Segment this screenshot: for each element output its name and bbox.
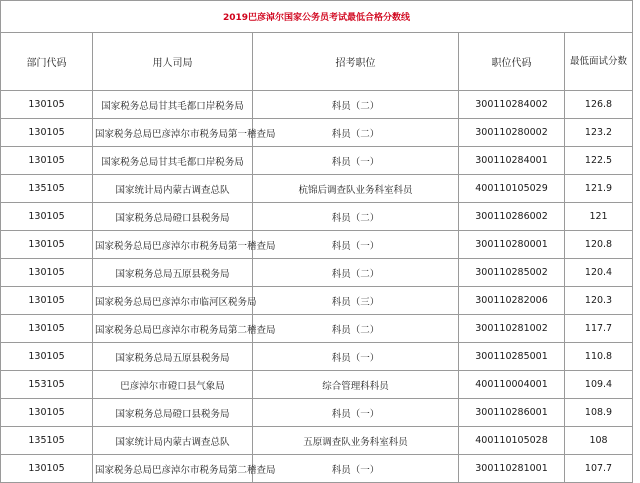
cell-agency: 国家统计局内蒙古调查总队: [93, 175, 253, 203]
cell-min-score: 108.9: [565, 399, 633, 427]
cell-position-code: 300110282006: [459, 287, 565, 315]
cell-position: 科员（二）: [253, 91, 459, 119]
cell-position: 科员（一）: [253, 147, 459, 175]
cell-position-code: 300110284001: [459, 147, 565, 175]
cell-agency: 国家税务总局巴彦淖尔市税务局第二稽查局: [93, 315, 253, 343]
cell-position: 科员（二）: [253, 119, 459, 147]
cell-min-score: 120.4: [565, 259, 633, 287]
cell-position: 杭锦后调查队业务科室科员: [253, 175, 459, 203]
cell-min-score: 121: [565, 203, 633, 231]
cell-min-score: 126.8: [565, 91, 633, 119]
cell-min-score: 107.7: [565, 455, 633, 483]
cell-agency: 国家税务总局甘其毛都口岸税务局: [93, 91, 253, 119]
cell-agency: 国家税务总局巴彦淖尔市税务局第一稽查局: [93, 119, 253, 147]
table-row: [1, 175, 633, 203]
header-min-score: 最低面试分数: [565, 33, 633, 91]
cell-min-score: 117.7: [565, 315, 633, 343]
cell-position-code: 300110285001: [459, 343, 565, 371]
table-body: [1, 91, 633, 483]
cell-position-code: 400110105029: [459, 175, 565, 203]
header-row: [1, 33, 633, 91]
cell-dept-code: 130105: [1, 287, 93, 315]
table-row: [1, 147, 633, 175]
cell-position-code: 300110280002: [459, 119, 565, 147]
cell-position: 科员（二）: [253, 259, 459, 287]
cell-agency: 国家税务总局五原县税务局: [93, 259, 253, 287]
cell-position: 五原调查队业务科室科员: [253, 427, 459, 455]
table-row: [1, 91, 633, 119]
table-row: [1, 399, 633, 427]
cell-dept-code: 130105: [1, 119, 93, 147]
cell-min-score: 120.3: [565, 287, 633, 315]
cell-position: 科员（一）: [253, 343, 459, 371]
table-row: [1, 315, 633, 343]
table-row: [1, 287, 633, 315]
cell-position-code: 300110286001: [459, 399, 565, 427]
cell-position: 综合管理科科员: [253, 371, 459, 399]
table-row: [1, 231, 633, 259]
cell-min-score: 121.9: [565, 175, 633, 203]
cell-agency: 国家税务总局巴彦淖尔市税务局第二稽查局: [93, 455, 253, 483]
cell-position-code: 400110004001: [459, 371, 565, 399]
table-row: [1, 371, 633, 399]
cell-position-code: 300110284002: [459, 91, 565, 119]
cell-dept-code: 130105: [1, 147, 93, 175]
cell-position-code: 300110285002: [459, 259, 565, 287]
header-dept-code: 部门代码: [1, 33, 93, 91]
cell-agency: 国家税务总局巴彦淖尔市临河区税务局: [93, 287, 253, 315]
cell-agency: 国家税务总局磴口县税务局: [93, 399, 253, 427]
table-row: [1, 427, 633, 455]
cell-position: 科员（二）: [253, 315, 459, 343]
cell-dept-code: 130105: [1, 259, 93, 287]
cell-agency: 国家统计局内蒙古调查总队: [93, 427, 253, 455]
table-row: [1, 343, 633, 371]
cell-dept-code: 135105: [1, 427, 93, 455]
table-row: [1, 203, 633, 231]
cell-min-score: 108: [565, 427, 633, 455]
cell-position: 科员（一）: [253, 455, 459, 483]
cell-position: 科员（一）: [253, 231, 459, 259]
cell-position-code: 300110281001: [459, 455, 565, 483]
cell-agency: 国家税务总局巴彦淖尔市税务局第一稽查局: [93, 231, 253, 259]
cell-dept-code: 130105: [1, 91, 93, 119]
cell-min-score: 122.5: [565, 147, 633, 175]
cell-dept-code: 153105: [1, 371, 93, 399]
cell-min-score: 109.4: [565, 371, 633, 399]
cell-dept-code: 130105: [1, 399, 93, 427]
cell-agency: 国家税务总局甘其毛都口岸税务局: [93, 147, 253, 175]
table-title: 2019巴彦淖尔国家公务员考试最低合格分数线: [1, 1, 633, 33]
cell-dept-code: 130105: [1, 343, 93, 371]
cell-position-code: 400110105028: [459, 427, 565, 455]
cell-min-score: 110.8: [565, 343, 633, 371]
cell-dept-code: 130105: [1, 455, 93, 483]
cell-position: 科员（二）: [253, 203, 459, 231]
header-agency: 用人司局: [93, 33, 253, 91]
header-position-code: 职位代码: [459, 33, 565, 91]
cell-dept-code: 130105: [1, 315, 93, 343]
cell-agency: 巴彦淖尔市磴口县气象局: [93, 371, 253, 399]
cell-min-score: 120.8: [565, 231, 633, 259]
cell-position-code: 300110281002: [459, 315, 565, 343]
cell-position: 科员（一）: [253, 399, 459, 427]
cell-dept-code: 135105: [1, 175, 93, 203]
cell-dept-code: 130105: [1, 203, 93, 231]
cell-position-code: 300110286002: [459, 203, 565, 231]
table-row: [1, 455, 633, 483]
cell-dept-code: 130105: [1, 231, 93, 259]
header-position: 招考职位: [253, 33, 459, 91]
cell-position-code: 300110280001: [459, 231, 565, 259]
table-row: [1, 259, 633, 287]
table-row: [1, 119, 633, 147]
cell-min-score: 123.2: [565, 119, 633, 147]
cell-agency: 国家税务总局五原县税务局: [93, 343, 253, 371]
title-row: [1, 1, 633, 33]
cell-position: 科员（三）: [253, 287, 459, 315]
cell-agency: 国家税务总局磴口县税务局: [93, 203, 253, 231]
